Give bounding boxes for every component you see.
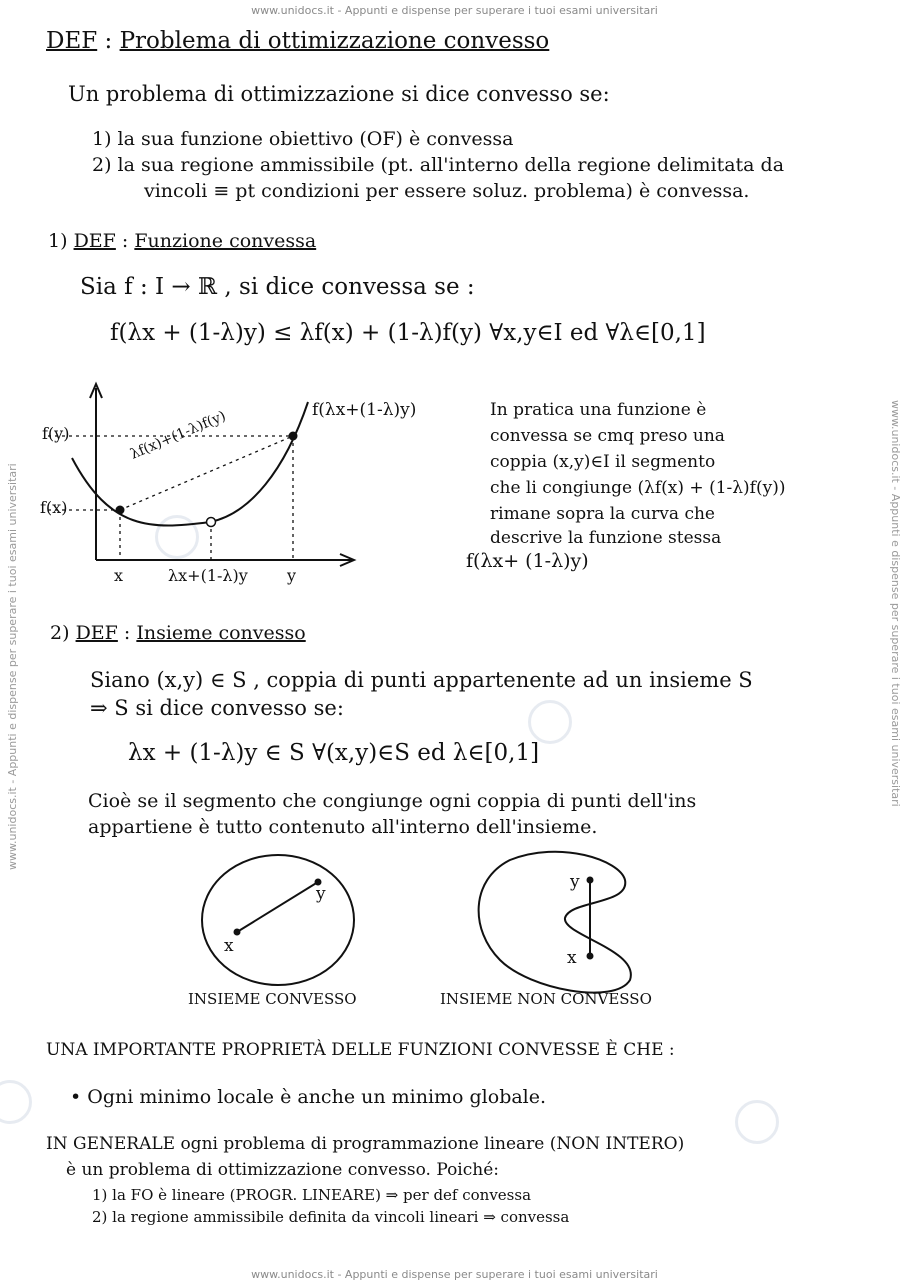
watermark-bottom: www.unidocs.it - Appunti e dispense per superare i tuoi esami universitari	[251, 1268, 658, 1281]
section2-line-1: Siano (x,y) ∈ S , coppia di punti appartenente ad un insieme S	[90, 668, 753, 692]
section1-def: DEF	[73, 230, 116, 252]
watermark-right: www.unidocs.it - Appunti e dispense per superare i tuoi esami universitari	[889, 400, 902, 807]
non-convex-point-y	[587, 877, 594, 884]
property-line: UNA IMPORTANTE PROPRIETÀ DELLE FUNZIONI CONVESSE È CHE :	[46, 1040, 675, 1060]
graph-label-chord: λf(x)+(1-λ)f(y)	[128, 408, 229, 463]
non-convex-label-x: x	[567, 948, 577, 968]
section1-explanation-5: rimane sopra la curva che	[490, 504, 715, 524]
intro-line: Un problema di ottimizzazione si dice convesso se:	[68, 82, 610, 106]
section2-def: DEF	[75, 622, 118, 644]
non-convex-set-shape	[479, 852, 631, 993]
graph-label-x: x	[114, 566, 124, 585]
convex-set-formula: λx + (1-λ)y ∈ S ∀(x,y)∈S ed λ∈[0,1]	[128, 740, 540, 766]
non-convex-label-y: y	[570, 872, 580, 892]
section2-title: Insieme convesso	[136, 622, 306, 644]
general-item-1: 1) la FO è lineare (PROGR. LINEARE) ⇒ per def convessa	[92, 1186, 532, 1204]
convex-label-x: x	[224, 936, 234, 956]
general-item-2: 2) la regione ammissibile definita da vincoli lineari ⇒ convessa	[92, 1208, 570, 1226]
non-convex-point-x	[587, 953, 594, 960]
property-bullet: • Ogni minimo locale è anche un minimo globale.	[70, 1086, 547, 1108]
caption-convex-set: INSIEME CONVESSO	[188, 990, 357, 1008]
intro-item-1: 1) la sua funzione obiettivo (OF) è convessa	[92, 128, 514, 150]
convex-segment	[237, 882, 318, 932]
main-heading: DEF : Problema di ottimizzazione convesso	[46, 28, 550, 54]
convex-point-x	[234, 929, 241, 936]
caption-non-convex-set: INSIEME NON CONVESSO	[440, 990, 652, 1008]
graph-label-fx: f(x)	[40, 498, 68, 517]
section1-line: Sia f : I → ℝ , si dice convessa se :	[80, 274, 475, 300]
graph-label-mid: λx+(1-λ)y	[168, 566, 248, 585]
convex-label-y: y	[316, 884, 326, 904]
section2-number: 2)	[50, 622, 70, 644]
section2-line-2: ⇒ S si dice convesso se:	[90, 696, 344, 720]
section2-explanation-2: appartiene è tutto contenuto all'interno dell'insieme.	[88, 816, 598, 838]
section1-number: 1)	[48, 230, 68, 252]
heading-title: Problema di ottimizzazione convesso	[119, 28, 550, 54]
section2-heading: 2) DEF : Insieme convesso	[50, 622, 306, 644]
general-line-1: IN GENERALE ogni problema di programmazione lineare (NON INTERO)	[46, 1134, 685, 1154]
section1-explanation-6: descrive la funzione stessa	[490, 528, 722, 548]
graph-label-y: y	[287, 566, 297, 585]
intro-item-3: vincoli ≡ pt condizioni per essere soluz. problema) è convessa.	[144, 180, 750, 202]
convexity-formula: f(λx + (1-λ)y) ≤ λf(x) + (1-λ)f(y) ∀x,y∈I ed ∀λ∈[0,1]	[110, 320, 706, 346]
heading-def: DEF	[46, 28, 98, 54]
convex-set-shape	[202, 855, 354, 985]
intro-item-2: 2) la sua regione ammissibile (pt. all'interno della regione delimitata da	[92, 154, 785, 176]
graph-label-flam: f(λx+(1-λ)y)	[312, 400, 417, 420]
property-bullet-text: Ogni minimo locale è anche un minimo globale.	[87, 1086, 547, 1108]
section1-heading: 1) DEF : Funzione convessa	[48, 230, 317, 252]
section1-title: Funzione convessa	[134, 230, 317, 252]
section1-explanation-2: convessa se cmq preso una	[490, 426, 725, 446]
section1-explanation-4: che li congiunge (λf(x) + (1-λ)f(y))	[490, 478, 786, 498]
section1-explanation-3: coppia (x,y)∈I il segmento	[490, 452, 716, 472]
section1-explanation-1: In pratica una funzione è	[490, 400, 707, 420]
graph-label-fy: f(y)	[42, 424, 70, 443]
section2-explanation-1: Cioè se il segmento che congiunge ogni coppia di punti dell'ins	[88, 790, 697, 812]
watermark-top: www.unidocs.it - Appunti e dispense per superare i tuoi esami universitari	[251, 4, 658, 17]
watermark-left: www.unidocs.it - Appunti e dispense per superare i tuoi esami universitari	[6, 463, 19, 870]
section1-explanation-7: f(λx+ (1-λ)y)	[466, 550, 589, 572]
general-line-2: è un problema di ottimizzazione convesso. Poiché:	[66, 1160, 499, 1180]
